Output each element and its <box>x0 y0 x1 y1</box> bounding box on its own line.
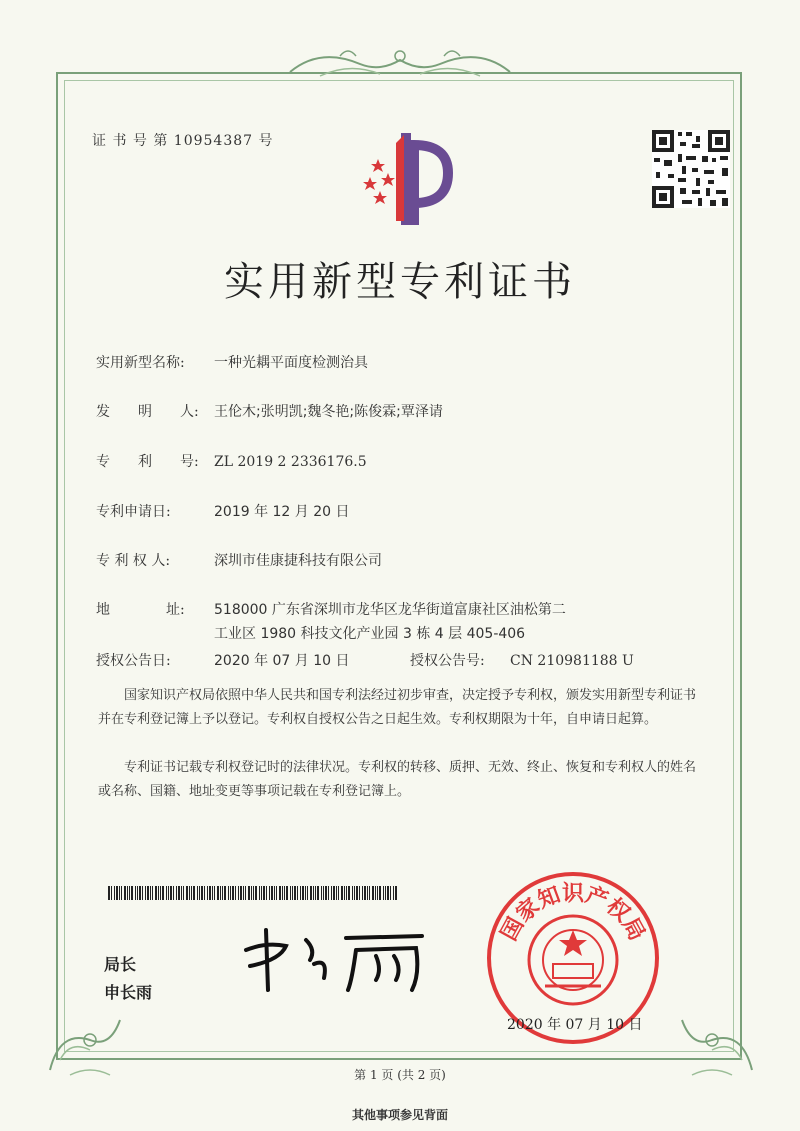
chief-title: 局长 <box>104 955 137 974</box>
cnipa-logo-icon <box>348 125 468 225</box>
field-address <box>96 599 566 619</box>
chief-name: 申长雨 <box>104 983 153 1002</box>
field-inventor-value: 王伦木;张明凯;魏冬艳;陈俊霖;覃泽请 <box>214 404 443 420</box>
signature-icon <box>236 920 436 1000</box>
page-title: 实用新型专利证书 <box>224 259 576 305</box>
field-grant-no-label: 授权公告号: <box>410 653 485 669</box>
field-app-date <box>96 501 350 521</box>
seal-text: 国家知识产权局 <box>496 881 650 946</box>
statement-paragraph-2: 专利证书记载专利权登记时的法律状况。专利权的转移、质押、无效、终止、恢复和专利权人的姓名或名称、国籍、地址变更等事项记载在专利登记簿上。 <box>98 760 697 799</box>
field-owner-value: 深圳市佳康捷科技有限公司 <box>214 553 382 569</box>
field-grant-date-label: 授权公告日: <box>96 653 171 669</box>
field-patent-no-value: ZL 2019 2 2336176.5 <box>214 454 367 470</box>
field-grant-date-value: 2020 年 07 月 10 日 <box>214 653 350 669</box>
field-inventor <box>96 401 443 421</box>
field-name <box>96 352 368 372</box>
field-address-label: 地 址: <box>96 602 185 618</box>
field-grant-date <box>96 650 350 670</box>
field-owner <box>96 550 382 570</box>
statement-paragraph-1: 国家知识产权局依照中华人民共和国专利法经过初步审查，决定授予专利权，颁发实用新型专利证书并在专利登记簿上予以登记。专利权自授权公告之日起生效。专利权期限为十年，自申请日起算。 <box>98 688 697 727</box>
certificate-number: 证 书 号 第 10954387 号 <box>92 133 274 149</box>
field-address-value-2: 工业区 1980 科技文化产业园 3 栋 4 层 405-406 <box>214 626 526 642</box>
field-name-value: 一种光耦平面度检测治具 <box>214 355 368 371</box>
qr-code-icon <box>652 130 730 208</box>
field-app-date-label: 专利申请日: <box>96 504 171 520</box>
page-number: 第 1 页 (共 2 页) <box>354 1068 446 1082</box>
field-app-date-value: 2019 年 12 月 20 日 <box>214 504 350 520</box>
footer-note: 其他事项参见背面 <box>351 1108 448 1122</box>
field-grant-no <box>410 650 634 670</box>
field-inventor-label: 发 明 人: <box>96 404 199 420</box>
field-patent-no <box>96 451 367 471</box>
field-patent-no-label: 专 利 号: <box>96 454 199 470</box>
field-name-label: 实用新型名称: <box>96 355 185 371</box>
field-address-value-1: 518000 广东省深圳市龙华区龙华街道富康社区油松第二 <box>214 602 566 618</box>
top-ornament <box>280 42 520 86</box>
seal-date: 2020 年 07 月 10 日 <box>507 1017 643 1033</box>
field-grant-no-value: CN 210981188 U <box>510 653 634 669</box>
barcode-icon <box>108 886 398 900</box>
field-owner-label: 专 利 权 人: <box>96 553 171 569</box>
